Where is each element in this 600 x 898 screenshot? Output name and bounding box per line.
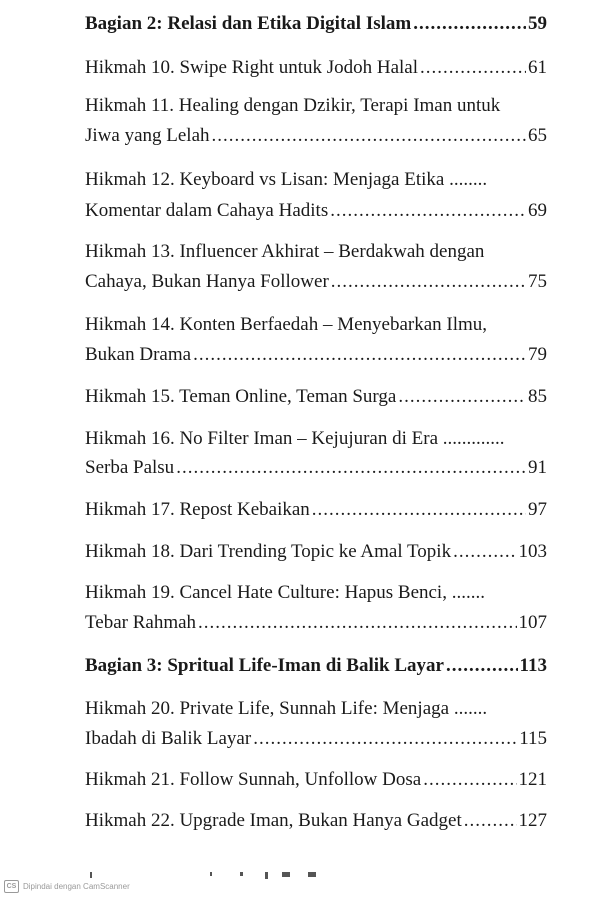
toc-entry-title: Bagian 3: Spritual Life-Iman di Balik Layar: [85, 655, 444, 676]
text-fragment: [265, 872, 268, 879]
dot-leader: [398, 385, 526, 409]
text-fragment: [210, 872, 212, 876]
toc-entry-title-continued: Bukan Drama: [85, 344, 192, 365]
toc-entry-hikmah-15: [85, 385, 547, 409]
toc-entry-title: Hikmah 16. No Filter Iman – Kejujuran di Era .............: [85, 428, 505, 449]
toc-entry-title: Hikmah 19. Cancel Hate Culture: Hapus Benci, .......: [85, 582, 485, 603]
watermark-text: Dipindai dengan CamScanner: [23, 882, 130, 891]
toc-entry-title: Hikmah 11. Healing dengan Dzikir, Terapi Iman untuk: [85, 95, 501, 116]
toc-entry-hikmah-10: [85, 56, 547, 80]
toc-entry-hikmah-17: [85, 498, 547, 522]
toc-page-number: 121: [518, 769, 547, 790]
toc-entry-hikmah-14-line-1: [85, 313, 547, 337]
toc-entry-hikmah-12-line-1: [85, 168, 547, 192]
dot-leader: [423, 768, 516, 792]
toc-page-number: 103: [518, 541, 547, 562]
toc-page-number: 75: [528, 271, 547, 292]
text-fragment: [90, 872, 92, 878]
dot-leader: [198, 611, 516, 635]
scanner-watermark: [4, 880, 130, 893]
toc-entry-title: Bagian 2: Relasi dan Etika Digital Islam: [85, 13, 412, 34]
toc-entry-hikmah-11-line-2: [85, 124, 547, 148]
dot-leader: [193, 343, 526, 367]
toc-page-number: 79: [528, 344, 547, 365]
toc-entry-title: Hikmah 22. Upgrade Iman, Bukan Hanya Gadget: [85, 810, 462, 831]
toc-entry-hikmah-19-line-1: [85, 581, 547, 605]
toc-entry-title-continued: Ibadah di Balik Layar: [85, 728, 252, 749]
toc-page-number: 61: [528, 57, 547, 78]
toc-entry-title-continued: Komentar dalam Cahaya Hadits: [85, 200, 329, 221]
toc-page-number: 91: [528, 457, 547, 478]
toc-entry-title-continued: Tebar Rahmah: [85, 612, 197, 633]
toc-entry-hikmah-19-line-2: [85, 611, 547, 635]
dot-leader: [413, 12, 526, 36]
toc-entry-hikmah-21: [85, 768, 547, 792]
toc-page-number: 113: [519, 655, 547, 676]
toc-page-number: 107: [518, 612, 547, 633]
toc-entry-hikmah-16-line-1: [85, 427, 547, 451]
toc-entry-bagian-3: [85, 654, 547, 678]
toc-entry-hikmah-20-line-2: [85, 727, 547, 751]
dot-leader: [420, 56, 526, 80]
toc-entry-title: Hikmah 15. Teman Online, Teman Surga: [85, 386, 397, 407]
toc-entry-hikmah-16-line-2: [85, 456, 547, 480]
toc-entry-bagian-2: [85, 12, 547, 36]
toc-page-number: 59: [528, 13, 547, 34]
toc-entry-title-continued: Cahaya, Bukan Hanya Follower: [85, 271, 329, 292]
dot-leader: [446, 654, 518, 678]
toc-entry-hikmah-13-line-2: [85, 270, 547, 294]
cut-off-text-fragments: [90, 872, 350, 880]
toc-page-number: 85: [528, 386, 547, 407]
toc-page-number: 69: [528, 200, 547, 221]
toc-entry-title-continued: Jiwa yang Lelah: [85, 125, 210, 146]
toc-entry-title: Hikmah 12. Keyboard vs Lisan: Menjaga Etika ........: [85, 169, 488, 190]
dot-leader: [253, 727, 517, 751]
dot-leader: [453, 540, 516, 564]
toc-entry-hikmah-12-line-2: [85, 199, 547, 223]
toc-entry-title-continued: Serba Palsu: [85, 457, 175, 478]
toc-entry-title: Hikmah 20. Private Life, Sunnah Life: Menjaga .......: [85, 698, 488, 719]
toc-page-number: 65: [528, 125, 547, 146]
toc-entry-hikmah-18: [85, 540, 547, 564]
dot-leader: [330, 199, 526, 223]
dot-leader: [176, 456, 526, 480]
toc-page-number: 97: [528, 499, 547, 520]
toc-entry-title: Hikmah 14. Konten Berfaedah – Menyebarkan Ilmu,: [85, 314, 488, 335]
dot-leader: [464, 809, 517, 833]
toc-entry-hikmah-20-line-1: [85, 697, 547, 721]
text-fragment: [282, 872, 290, 877]
dot-leader: [312, 498, 526, 522]
toc-entry-hikmah-11-line-1: [85, 94, 547, 118]
toc-page-number: 127: [518, 810, 547, 831]
toc-page-number: 115: [519, 728, 547, 749]
toc-entry-title: Hikmah 18. Dari Trending Topic ke Amal Topik: [85, 541, 452, 562]
dot-leader: [212, 124, 526, 148]
toc-entry-hikmah-22: [85, 809, 547, 833]
toc-entry-title: Hikmah 21. Follow Sunnah, Unfollow Dosa: [85, 769, 422, 790]
text-fragment: [240, 872, 243, 876]
text-fragment: [308, 872, 316, 877]
toc-entry-title: Hikmah 13. Influencer Akhirat – Berdakwah dengan: [85, 241, 485, 262]
dot-leader: [331, 270, 526, 294]
camscanner-logo-icon: CS: [4, 880, 19, 893]
toc-entry-hikmah-14-line-2: [85, 343, 547, 367]
toc-entry-title: Hikmah 17. Repost Kebaikan: [85, 499, 310, 520]
toc-entry-title: Hikmah 10. Swipe Right untuk Jodoh Halal: [85, 57, 419, 78]
toc-entry-hikmah-13-line-1: [85, 240, 547, 264]
